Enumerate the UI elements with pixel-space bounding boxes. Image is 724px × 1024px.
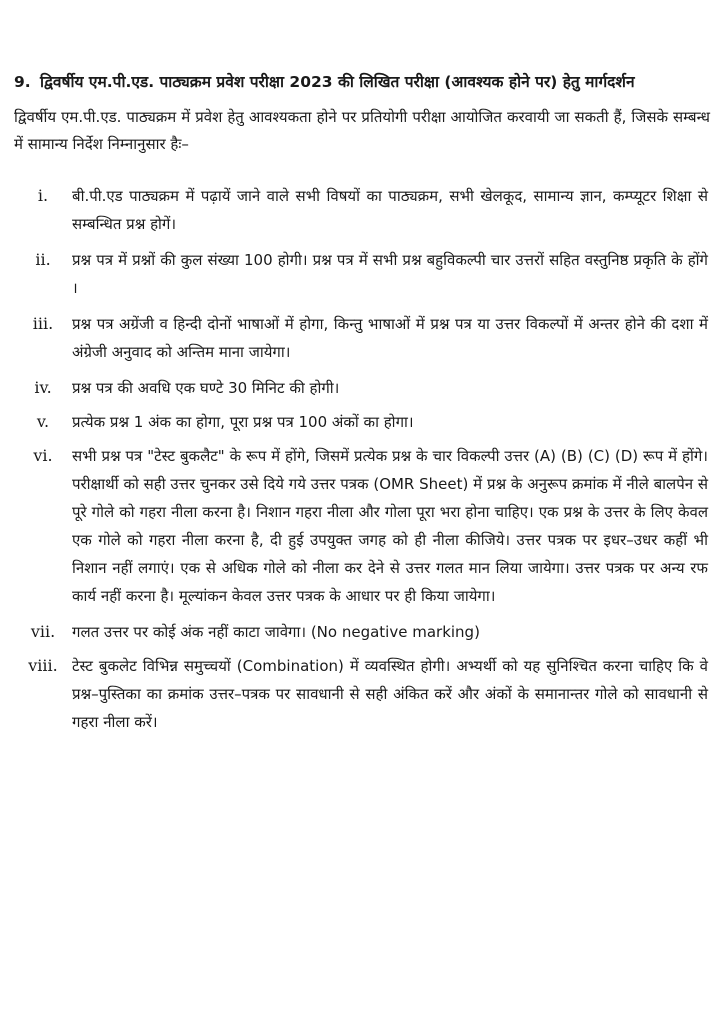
list-item [14, 442, 710, 610]
item-numeral: vii. [30, 622, 56, 641]
section-heading [14, 68, 710, 96]
item-numeral: v. [36, 412, 50, 431]
item-text: बी.पी.एड पाठ्यक्रम में पढ़ायें जाने वाले सभी विषयों का पाठ्यक्रम, सभी खेलकूद, सामान्य ज्ञान, कम्प्यूटर शिक्षा से सम्बन्धित प्रश्न होगें। [72, 187, 708, 233]
item-numeral: iii. [32, 314, 54, 333]
list-item [14, 408, 710, 436]
item-numeral: viii. [28, 656, 58, 675]
list-item [14, 246, 710, 302]
section-title: द्विवर्षीय एम.पी.एड. पाठ्यक्रम प्रवेश परीक्षा 2023 की लिखित परीक्षा (आवश्यक होने पर) हेतु मार्गदर्शन [40, 73, 635, 91]
item-text: टेस्ट बुकलेट विभिन्न समुच्चयों (Combination) में व्यवस्थित होगी। अभ्यर्थी को यह सुनिश्चित करना चाहिए कि वे प्रश्न–पुस्तिका का क्रमांक उत्तर–पत्रक पर सावधानी से सही अंकित करें और अंकों के समानान्तर गोले को सावधानी से गहरा नीला करें। [72, 657, 708, 731]
item-text: प्रत्येक प्रश्न 1 अंक का होगा, पूरा प्रश्न पत्र 100 अंकों का होगा। [72, 413, 414, 431]
instruction-list [14, 182, 710, 736]
list-item [14, 182, 710, 238]
item-numeral: i. [37, 186, 49, 205]
item-numeral: vi. [33, 446, 53, 465]
list-item [14, 374, 710, 402]
item-numeral: iv. [34, 378, 52, 397]
section-number: 9. [14, 73, 31, 91]
item-text: प्रश्न पत्र अग्रेंजी व हिन्दी दोनों भाषाओं में होगा, किन्तु भाषाओं में प्रश्न पत्र या उत्तर विकल्पों में अन्तर होने की दशा में अंग्रेजी अनुवाद को अन्तिम माना जायेगा। [72, 315, 708, 361]
list-item [14, 652, 710, 736]
item-numeral: ii. [35, 250, 51, 269]
list-item [14, 618, 710, 646]
item-text: प्रश्न पत्र की अवधि एक घण्टे 30 मिनिट की होगी। [72, 379, 340, 397]
intro-paragraph: द्विवर्षीय एम.पी.एड. पाठ्यक्रम में प्रवेश हेतु आवश्यकता होने पर प्रतियोगी परीक्षा आयोजित करवायी जा सकती हैं, जिसके सम्बन्ध में सामान्य निर्देश निम्नानुसार हैः– [14, 108, 710, 153]
item-text: प्रश्न पत्र में प्रश्नों की कुल संख्या 100 होगी। प्रश्न पत्र में सभी प्रश्न बहुविकल्पी चार उत्तरों सहित वस्तुनिष्ठ प्रकृति के होंगे । [72, 251, 708, 297]
item-text: गलत उत्तर पर कोई अंक नहीं काटा जावेगा। (No negative marking) [72, 623, 480, 641]
item-text: सभी प्रश्न पत्र "टेस्ट बुकलैट" के रूप में होंगे, जिसमें प्रत्येक प्रश्न के चार विकल्पी उत्तर (A) (B) (C) (D) रूप में होंगे। परीक्षार्थी को सही उत्तर चुनकर उसे दिये गये उत्तर पत्रक (OMR Sheet) में प्रश्न के अनुरूप क्रमांक में नीले बालपेन से पूरे गोले को गहरा नीला करना है। निशान गहरा नीला और गोला पूरा भरा होना चाहिए। एक प्रश्न के उत्तर के लिए केवल एक गोले को गहरा नीला करना है, दी हुई उपयुक्त जगह को ही नीला कीजिये। उत्तर पत्रक पर इधर–उधर कहीं भी निशान नहीं लगाएं। एक से अधिक गोले को नीला कर देने से उत्तर गलत मान लिया जायेगा। उत्तर पत्रक पर अन्य रफ कार्य नहीं करना है। मूल्यांकन केवल उत्तर पत्रक के आधार पर ही किया जायेगा। [72, 447, 708, 605]
list-item [14, 310, 710, 366]
